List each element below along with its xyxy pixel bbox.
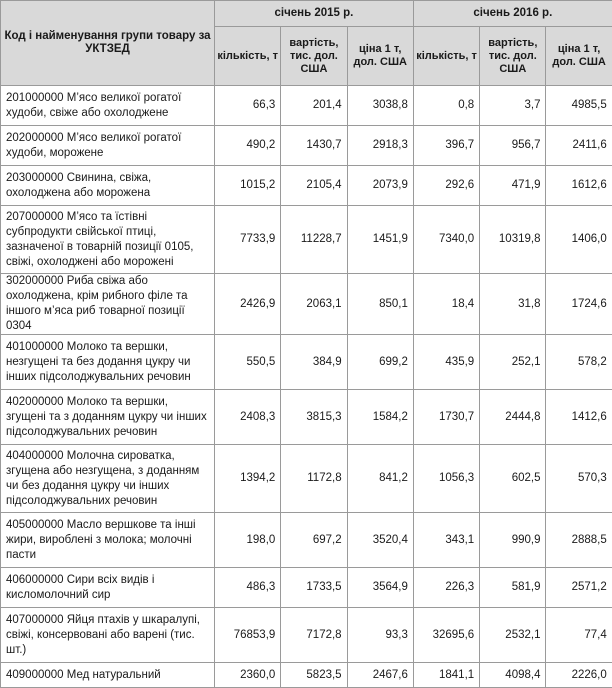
- cell-quantity-2015: 2426,9: [215, 274, 281, 335]
- row-product-name: 402000000 Молоко та вершки, згущені та з доданням цукру чи інших підсолоджувальних речовин: [1, 390, 215, 445]
- table-body: [1, 86, 612, 688]
- cell-value-2016: 2532,1: [480, 608, 546, 663]
- cell-price-2016: 1406,0: [546, 206, 612, 274]
- cell-price-2015: 93,3: [347, 608, 413, 663]
- table-row: [1, 608, 612, 663]
- cell-value-2015: 7172,8: [281, 608, 347, 663]
- table-row: [1, 568, 612, 608]
- cell-quantity-2015: 490,2: [215, 126, 281, 166]
- cell-value-2016: 990,9: [480, 513, 546, 568]
- cell-price-2016: 1724,6: [546, 274, 612, 335]
- cell-quantity-2016: 18,4: [413, 274, 479, 335]
- cell-quantity-2016: 1841,1: [413, 663, 479, 688]
- header-value-2015: вартість, тис. дол. США: [281, 27, 347, 86]
- table-row: [1, 274, 612, 335]
- header-period-2016: січень 2016 р.: [413, 1, 612, 27]
- table-row: [1, 206, 612, 274]
- cell-quantity-2016: 435,9: [413, 335, 479, 390]
- row-product-name: 409000000 Мед натуральний: [1, 663, 215, 688]
- cell-price-2015: 699,2: [347, 335, 413, 390]
- cell-quantity-2015: 486,3: [215, 568, 281, 608]
- cell-value-2016: 471,9: [480, 166, 546, 206]
- cell-price-2016: 77,4: [546, 608, 612, 663]
- row-product-name: 207000000 М’ясо та їстівні субпродукти свійської птиці, зазначеної в товарній позиції 0105, свіжі, охолоджені або морожені: [1, 206, 215, 274]
- cell-quantity-2015: 198,0: [215, 513, 281, 568]
- table-header: [1, 1, 612, 86]
- table-row: [1, 86, 612, 126]
- cell-price-2015: 2467,6: [347, 663, 413, 688]
- cell-price-2015: 3038,8: [347, 86, 413, 126]
- table-row: [1, 335, 612, 390]
- cell-value-2015: 201,4: [281, 86, 347, 126]
- cell-quantity-2015: 550,5: [215, 335, 281, 390]
- cell-value-2016: 31,8: [480, 274, 546, 335]
- cell-value-2015: 3815,3: [281, 390, 347, 445]
- cell-value-2016: 956,7: [480, 126, 546, 166]
- cell-quantity-2016: 343,1: [413, 513, 479, 568]
- cell-quantity-2016: 396,7: [413, 126, 479, 166]
- cell-price-2016: 2571,2: [546, 568, 612, 608]
- cell-value-2016: 10319,8: [480, 206, 546, 274]
- row-product-name: 302000000 Риба свіжа або охолоджена, крім рибного філе та іншого м’яса риб товарної позиції 0304: [1, 274, 215, 335]
- cell-value-2015: 1430,7: [281, 126, 347, 166]
- cell-price-2015: 2918,3: [347, 126, 413, 166]
- row-product-name: 405000000 Масло вершкове та інші жири, вироблені з молока; молочні пасти: [1, 513, 215, 568]
- row-product-name: 201000000 М’ясо великої рогатої худоби, свіже або охолоджене: [1, 86, 215, 126]
- cell-value-2016: 2444,8: [480, 390, 546, 445]
- header-name-column: Код і найменування групи товару за УКТЗЕД: [1, 1, 215, 86]
- header-quantity-2015: кількість, т: [215, 27, 281, 86]
- cell-price-2015: 3520,4: [347, 513, 413, 568]
- cell-value-2016: 252,1: [480, 335, 546, 390]
- cell-quantity-2016: 32695,6: [413, 608, 479, 663]
- table-row: [1, 513, 612, 568]
- cell-price-2016: 578,2: [546, 335, 612, 390]
- cell-price-2016: 1412,6: [546, 390, 612, 445]
- cell-quantity-2016: 7340,0: [413, 206, 479, 274]
- cell-quantity-2015: 2408,3: [215, 390, 281, 445]
- cell-quantity-2015: 7733,9: [215, 206, 281, 274]
- cell-value-2015: 384,9: [281, 335, 347, 390]
- cell-value-2016: 3,7: [480, 86, 546, 126]
- cell-value-2015: 1733,5: [281, 568, 347, 608]
- row-product-name: 406000000 Сири всіх видів і кисломолочний сир: [1, 568, 215, 608]
- row-product-name: 401000000 Молоко та вершки, незгущені та без додання цукру чи інших підсолоджувальних речовин: [1, 335, 215, 390]
- cell-value-2015: 11228,7: [281, 206, 347, 274]
- row-product-name: 202000000 М’ясо великої рогатої худоби, морожене: [1, 126, 215, 166]
- header-period-2015: січень 2015 р.: [215, 1, 414, 27]
- header-price-2016: ціна 1 т, дол. США: [546, 27, 612, 86]
- cell-quantity-2015: 1394,2: [215, 445, 281, 513]
- cell-value-2015: 2105,4: [281, 166, 347, 206]
- cell-value-2016: 602,5: [480, 445, 546, 513]
- cell-price-2016: 2411,6: [546, 126, 612, 166]
- table-row: [1, 390, 612, 445]
- cell-quantity-2015: 1015,2: [215, 166, 281, 206]
- cell-quantity-2016: 1056,3: [413, 445, 479, 513]
- cell-quantity-2016: 1730,7: [413, 390, 479, 445]
- row-product-name: 203000000 Свинина, свіжа, охолоджена або морожена: [1, 166, 215, 206]
- cell-value-2015: 697,2: [281, 513, 347, 568]
- cell-value-2015: 5823,5: [281, 663, 347, 688]
- cell-value-2015: 1172,8: [281, 445, 347, 513]
- table-row: [1, 126, 612, 166]
- cell-price-2016: 2888,5: [546, 513, 612, 568]
- cell-price-2016: 4985,5: [546, 86, 612, 126]
- table-row: [1, 445, 612, 513]
- header-row-periods: [1, 1, 612, 27]
- header-value-2016: вартість, тис. дол. США: [480, 27, 546, 86]
- cell-price-2015: 2073,9: [347, 166, 413, 206]
- cell-price-2015: 1584,2: [347, 390, 413, 445]
- cell-price-2016: 570,3: [546, 445, 612, 513]
- row-product-name: 407000000 Яйця птахів у шкаралупі, свіжі, консервовані або варені (тис. шт.): [1, 608, 215, 663]
- cell-price-2016: 1612,6: [546, 166, 612, 206]
- header-price-2015: ціна 1 т, дол. США: [347, 27, 413, 86]
- row-product-name: 404000000 Молочна сироватка, згущена або незгущена, з доданням чи без додання цукру чи інших підсолоджувальних речовин: [1, 445, 215, 513]
- cell-quantity-2015: 2360,0: [215, 663, 281, 688]
- table-row: [1, 166, 612, 206]
- cell-value-2016: 581,9: [480, 568, 546, 608]
- cell-value-2015: 2063,1: [281, 274, 347, 335]
- cell-price-2015: 850,1: [347, 274, 413, 335]
- cell-quantity-2016: 292,6: [413, 166, 479, 206]
- cell-quantity-2016: 0,8: [413, 86, 479, 126]
- cell-quantity-2015: 66,3: [215, 86, 281, 126]
- cell-value-2016: 4098,4: [480, 663, 546, 688]
- cell-price-2015: 1451,9: [347, 206, 413, 274]
- header-quantity-2016: кількість, т: [413, 27, 479, 86]
- cell-price-2015: 3564,9: [347, 568, 413, 608]
- cell-price-2015: 841,2: [347, 445, 413, 513]
- cell-quantity-2016: 226,3: [413, 568, 479, 608]
- cell-quantity-2015: 76853,9: [215, 608, 281, 663]
- cell-price-2016: 2226,0: [546, 663, 612, 688]
